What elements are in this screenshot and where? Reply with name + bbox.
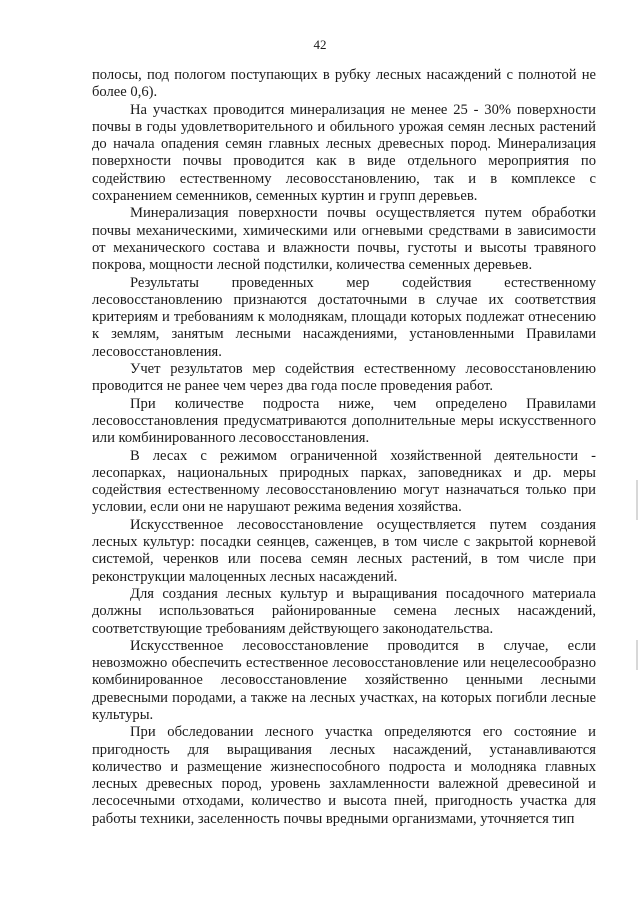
scan-margin-mark: [636, 640, 638, 670]
page-number: 42: [313, 37, 327, 52]
paragraph: Для создания лесных культур и выращивания посадочного материала должны использоваться районированные семена лесных насаждений, соответствующие требованиям действующего законодательства.: [92, 585, 596, 637]
paragraph: На участках проводится минерализация не менее 25 - 30% поверхности почвы в годы удовлетворительного и обильного урожая семян лесных растений до начала опадения семян главных лесных древесных пород. Минерализация поверхности почвы проводится как в виде отдельного мероприятия по содействию естественному лесовосстановлению, так и в комплексе с сохранением семенников, семенных куртин и групп деревьев.: [92, 101, 596, 205]
paragraph: Учет результатов мер содействия естественному лесовосстановлению проводится не ранее чем через два года после проведения работ.: [92, 361, 596, 395]
paragraph: Искусственное лесовосстановление осуществляется путем создания лесных культур: посадки сеянцев, саженцев, в том числе с закрытой корневой системой, черенков или посева семян лесных растений, в том числе при реконструкции малоценных лесных насаждений.: [92, 516, 596, 585]
paragraph: При количестве подроста ниже, чем определено Правилами лесовосстановления предусматриваются дополнительные меры искусственного или комбинированного лесовосстановления.: [92, 395, 596, 447]
paragraph: Минерализация поверхности почвы осуществляется путем обработки почвы механическими, химическими или огневыми средствами в зависимости от механического состава и влажности почвы, густоты и высоты травяного покрова, мощности лесной подстилки, количества семенных деревьев.: [92, 205, 596, 274]
paragraph: Результаты проведенных мер содействия естественному лесовосстановлению признаются достаточными в случае их соответствия критериям и требованиям к молоднякам, площади которых подлежат отнесению к землям, занятым лесными насаждениями, установленными Правилами лесовосстановления.: [92, 274, 596, 360]
paragraph: полосы, под пологом поступающих в рубку лесных насаждений с полнотой не более 0,6).: [92, 67, 596, 101]
scan-margin-mark: [636, 480, 638, 520]
body-text: [92, 67, 596, 828]
paragraph: В лесах с режимом ограниченной хозяйственной деятельности - лесопарках, национальных природных парках, заповедниках и др. меры содействия естественному лесовосстановлению могут назначаться только при условии, если они не нарушают режима ведения хозяйства.: [92, 447, 596, 516]
paragraph: Искусственное лесовосстановление проводится в случае, если невозможно обеспечить естественное лесовосстановление или нецелесообразно комбинированное лесовосстановление хозяйственно ценными лесными древесными породами, а также на лесных участках, на которых погибли лесные культуры.: [92, 637, 596, 723]
paragraph: При обследовании лесного участка определяются его состояние и пригодность для выращивания лесных насаждений, устанавливаются количество и размещение жизнеспособного подроста и молодняка главных лесных древесных пород, уровень захламленности валежной древесиной и лесосечными отходами, количество и высота пней, пригодность участка для работы техники, заселенность почвы вредными организмами, уточняется тип: [92, 724, 596, 827]
